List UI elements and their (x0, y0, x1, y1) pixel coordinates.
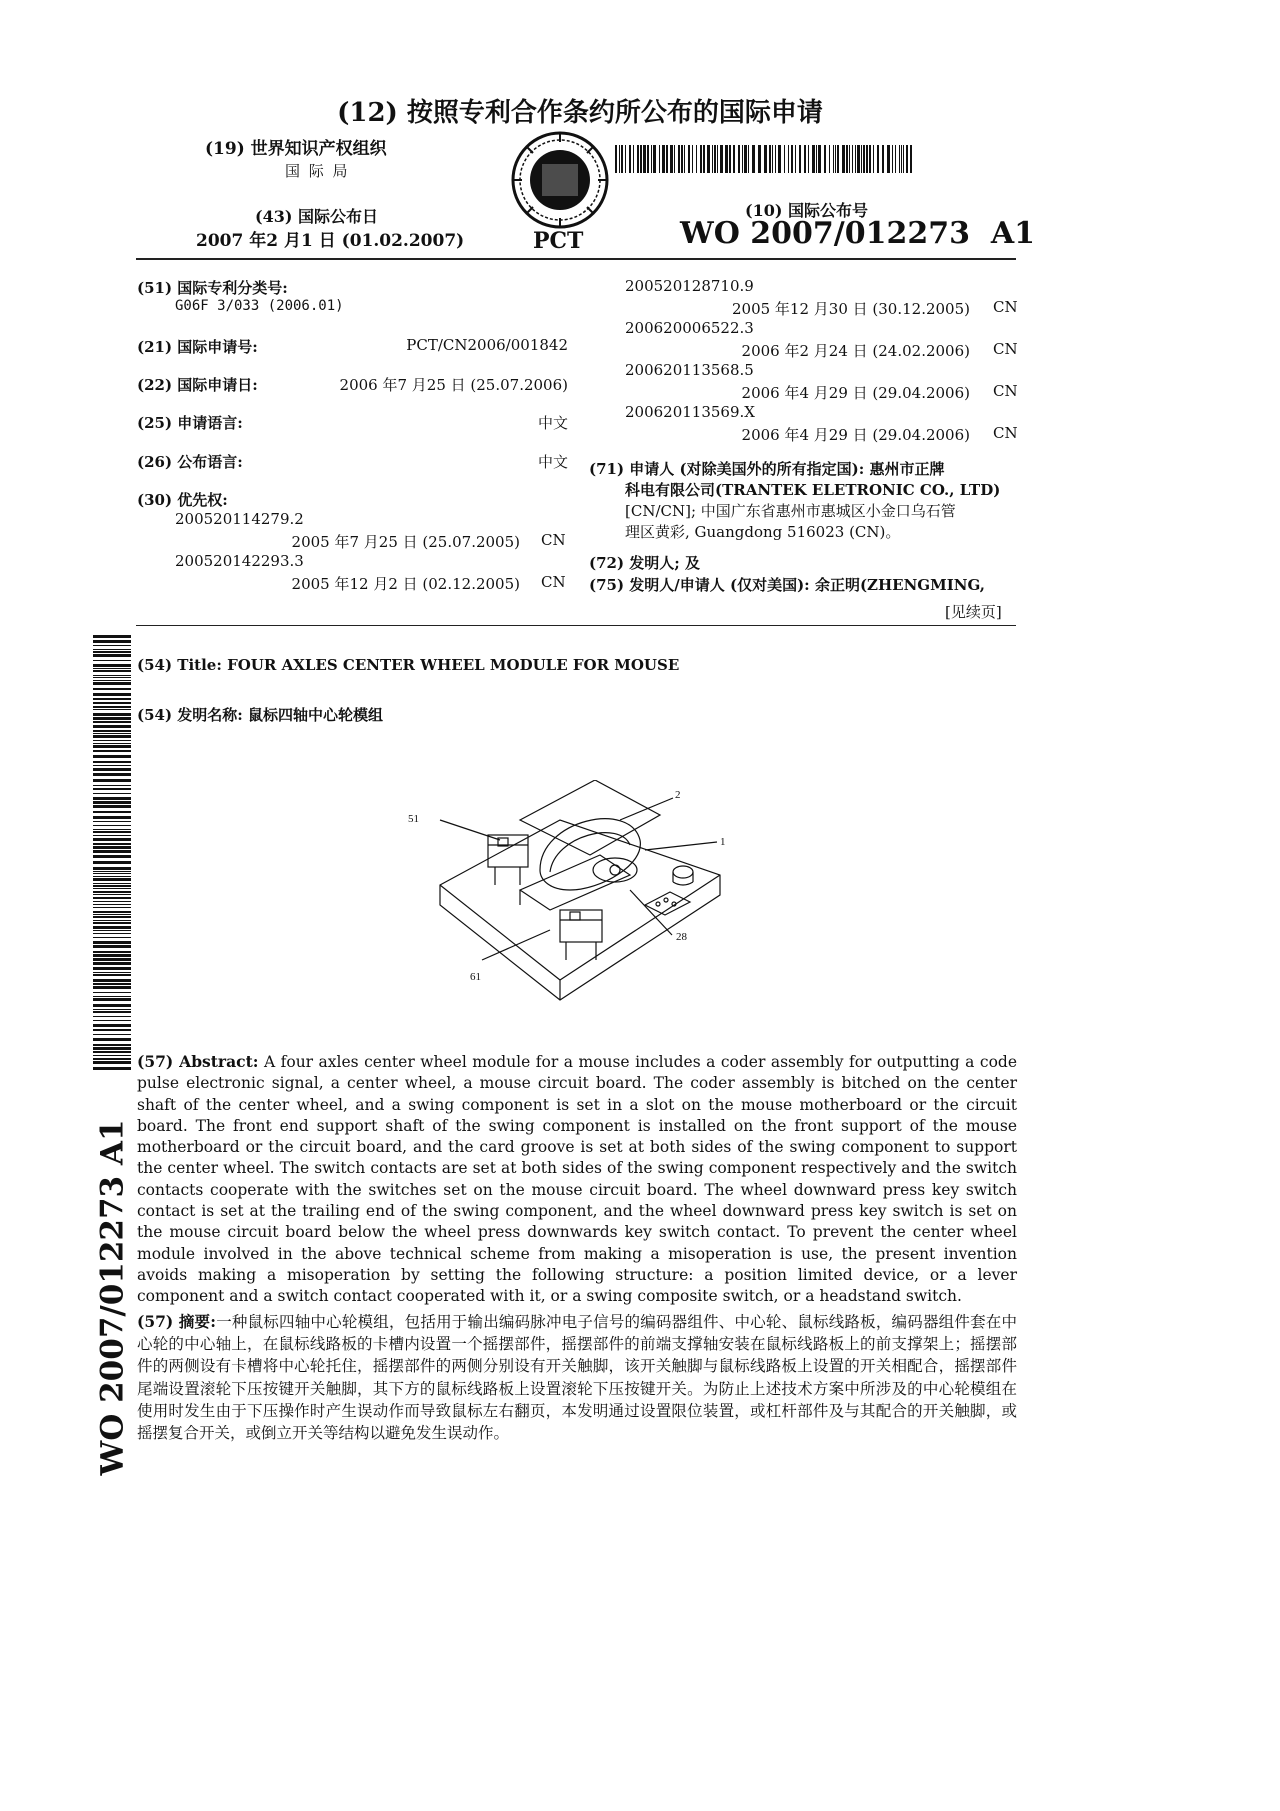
applicant-line: 理区黄彩, Guangdong 516023 (CN)。 (625, 523, 901, 541)
abstract-zh-label: (57) 摘要: (137, 1312, 216, 1331)
barcode-bar (764, 145, 767, 173)
barcode-bar (93, 755, 131, 758)
barcode-bar (93, 750, 131, 752)
applicant-line: 科电有限公司(TRANTEK ELETRONIC CO., LTD) (625, 481, 1001, 499)
barcode-bar (93, 843, 131, 845)
barcode-bar (729, 145, 731, 173)
barcode-bar (93, 1067, 131, 1070)
barcode-bar (93, 664, 131, 667)
barcode-bar (93, 730, 131, 732)
filing-lang-label: (25) 申请语言: (137, 414, 243, 432)
barcode-bar (93, 693, 131, 696)
barcode-bar (849, 145, 850, 173)
barcode-bar (906, 145, 908, 173)
barcode-bar (696, 145, 697, 173)
barcode-bar (824, 145, 826, 173)
barcode-bar (772, 145, 773, 173)
barcode-bar (869, 145, 871, 173)
barcode-bar (835, 145, 836, 173)
barcode-bar (93, 675, 131, 676)
pub-number: WO 2007/012273 A1 (680, 216, 1036, 251)
pub-number-label: (10) 国际公布号 (745, 201, 868, 220)
barcode-bar (899, 145, 900, 173)
barcode-bar (818, 145, 821, 173)
barcode-bar (93, 688, 131, 690)
barcode-bar (651, 145, 652, 173)
barcode-bar (640, 145, 642, 173)
barcode-bar (93, 1058, 131, 1060)
barcode-bar (857, 145, 860, 173)
barcode-bar (93, 871, 131, 872)
barcode-bar (93, 768, 131, 771)
barcode-bar (93, 779, 131, 782)
barcode-bar (725, 145, 728, 173)
barcode-bar (752, 145, 755, 173)
barcode-bar (901, 145, 902, 173)
barcode-bar (93, 702, 131, 704)
barcode-bar (93, 891, 131, 893)
barcode-bar (873, 145, 874, 173)
barcode-bar (837, 145, 839, 173)
barcode-bar (93, 1044, 131, 1046)
barcode-bar (666, 145, 668, 173)
barcode-bar (93, 911, 131, 913)
barcode-bar (93, 983, 131, 985)
priority-date: 2006 年2 月24 日 (24.02.2006) (741, 342, 970, 360)
barcode-bar (93, 945, 131, 948)
barcode-bar (93, 850, 131, 853)
barcode-bar (633, 145, 634, 173)
barcode-bar (866, 145, 868, 173)
abstract-en (137, 1051, 1017, 1308)
barcode-bar (93, 867, 131, 870)
barcode-bar (895, 145, 896, 173)
barcode-bar (93, 835, 131, 836)
filing-lang-value: 中文 (537, 414, 568, 432)
inventor-label: (72) 发明人; 及 (589, 554, 701, 572)
barcode-bar (681, 145, 683, 173)
barcode-bar (778, 145, 781, 173)
barcode-bar (93, 651, 131, 653)
barcode-bar (93, 979, 131, 982)
header-rule (136, 258, 1016, 260)
barcode-bar (93, 883, 131, 884)
barcode-bar (93, 885, 131, 887)
barcode-bar (93, 1004, 131, 1007)
barcode-bar (619, 145, 620, 173)
barcode-bar (93, 805, 131, 808)
barcode-bar (621, 145, 623, 173)
barcode-bar (93, 1020, 131, 1021)
priority-country: CN (541, 531, 566, 549)
barcode-bar (93, 1016, 131, 1017)
barcode-bar (93, 1029, 131, 1031)
barcode-bar (93, 986, 131, 989)
barcode-bar (93, 743, 131, 744)
barcode-bar (684, 145, 685, 173)
barcode-bar (93, 937, 131, 938)
barcode-bar (93, 682, 131, 685)
barcode-bar (93, 992, 131, 993)
barcode-bar (93, 904, 131, 905)
priority-date: 2005 年12 月2 日 (02.12.2005) (291, 575, 520, 593)
barcode-bar (93, 1024, 131, 1027)
barcode-bar (887, 145, 890, 173)
barcode-bar (93, 660, 131, 661)
figure-label: 51 (408, 813, 419, 825)
barcode-bar (93, 1034, 131, 1035)
inventor-applicant: (75) 发明人/申请人 (仅对美国): 余正明(ZHENGMING, (589, 576, 985, 594)
barcode-bar (93, 797, 131, 800)
priority-number: 200520128710.9 (625, 277, 754, 295)
barcode-bar (93, 825, 131, 826)
barcode-bar (93, 1011, 131, 1013)
title-en: (54) Title: FOUR AXLES CENTER WHEEL MODULE FOR MOUSE (137, 656, 680, 674)
pub-lang-label: (26) 公布语言: (137, 453, 243, 471)
barcode-bar (93, 907, 131, 908)
barcode-bar (93, 735, 131, 738)
continued-note: [见续页] (945, 603, 1002, 621)
barcode-bar (93, 888, 131, 889)
barcode-bar (93, 725, 131, 728)
barcode-bar (662, 145, 665, 173)
barcode-bar (877, 145, 879, 173)
barcode-bar (910, 145, 912, 173)
ipc-label: (51) 国际专利分类号: (137, 279, 288, 297)
priority-country: CN (993, 298, 1018, 316)
barcode-bar (93, 958, 131, 961)
barcode-bar (842, 145, 845, 173)
barcode-bar (93, 838, 131, 841)
barcode-bar (784, 145, 785, 173)
barcode-bar (93, 740, 131, 741)
barcode-bar (93, 816, 131, 819)
barcode-bar (733, 145, 735, 173)
barcode-bar (678, 145, 680, 173)
barcode-bar (93, 677, 131, 678)
app-no-value: PCT/CN2006/001842 (406, 336, 568, 354)
barcode-bar (93, 901, 131, 902)
barcode-bar (769, 145, 771, 173)
barcode-bar (707, 145, 710, 173)
barcode-bar (93, 773, 131, 776)
barcode-bar (643, 145, 646, 173)
barcode-bar (742, 145, 743, 173)
abstract-en-label: (57) Abstract: (137, 1052, 259, 1071)
organization-sub: 国 际 局 (285, 162, 350, 180)
figure-label: 2 (675, 789, 681, 801)
barcode-bar (93, 785, 131, 786)
barcode-bar (629, 145, 631, 173)
pct-label: PCT (533, 228, 584, 254)
barcode-bar (647, 145, 649, 173)
barcode-bar (861, 145, 862, 173)
barcode-bar (903, 145, 904, 173)
barcode-bar (659, 145, 660, 173)
barcode-bar (93, 922, 131, 924)
barcode-bar (799, 145, 801, 173)
barcode-bar (93, 1047, 131, 1050)
barcode-bar (804, 145, 806, 173)
barcode-bar (653, 145, 656, 173)
app-no-label: (21) 国际申请号: (137, 338, 258, 356)
priority-country: CN (993, 424, 1018, 442)
barcode-bar (93, 649, 131, 650)
barcode-bar (775, 145, 776, 173)
barcode-bar (748, 145, 749, 173)
wipo-seal (510, 130, 610, 230)
barcode-bar (93, 916, 131, 918)
barcode-bar (93, 876, 131, 877)
barcode-bar (703, 145, 705, 173)
barcode-bar (93, 635, 131, 638)
barcode-bar (882, 145, 884, 173)
priority-country: CN (993, 382, 1018, 400)
applicant-line: [CN/CN]; 中国广东省惠州市惠城区小金口乌石管 (625, 502, 956, 520)
barcode-bar (93, 926, 131, 929)
pub-date: 2007 年2 月1 日 (01.02.2007) (196, 231, 465, 251)
priority-label: (30) 优先权: (137, 491, 228, 509)
barcode-bar (738, 145, 740, 173)
priority-date: 2005 年7 月25 日 (25.07.2005) (291, 533, 520, 551)
priority-number: 200520142293.3 (175, 552, 304, 570)
barcode-bar (863, 145, 865, 173)
priority-date: 2006 年4 月29 日 (29.04.2006) (741, 426, 970, 444)
barcode-bar (93, 821, 131, 822)
barcode-bar (788, 145, 789, 173)
priority-country: CN (993, 340, 1018, 358)
barcode-bar (625, 145, 626, 173)
barcode-bar (700, 145, 702, 173)
barcode-bar (93, 668, 131, 669)
barcode-bar (892, 145, 893, 173)
barcode-bar (93, 998, 131, 1001)
barcode-bar (93, 914, 131, 915)
barcode-bar (93, 1061, 131, 1064)
patent-figure (400, 780, 780, 1010)
barcode-bar (93, 721, 131, 723)
barcode-bar (93, 709, 131, 710)
barcode-bar (93, 1009, 131, 1010)
barcode-bar (93, 698, 131, 700)
app-date-label: (22) 国际申请日: (137, 376, 258, 394)
barcode-bar (93, 972, 131, 973)
barcode-bar (833, 145, 834, 173)
organization-name: (19) 世界知识产权组织 (205, 139, 387, 159)
barcode-bar (615, 145, 617, 173)
barcode-bar (93, 706, 131, 708)
barcode-bar (758, 145, 761, 173)
priority-number: 200620113568.5 (625, 361, 754, 379)
barcode-bar (93, 680, 131, 681)
pub-date-label: (43) 国际公布日 (255, 207, 378, 226)
barcode-bar (93, 878, 131, 881)
barcode-bar (93, 962, 131, 965)
barcode-bar (93, 765, 131, 766)
priority-number: 200520114279.2 (175, 510, 304, 528)
barcode-bar (93, 894, 131, 895)
barcode-bar (93, 645, 131, 646)
priority-date: 2006 年4 月29 日 (29.04.2006) (741, 384, 970, 402)
app-date-value: 2006 年7 月25 日 (25.07.2006) (339, 376, 568, 394)
side-pub-number-text: WO 2007/012273 A1 (94, 1119, 131, 1476)
figure-label: 1 (720, 836, 726, 848)
barcode-bar (812, 145, 815, 173)
barcode-bar (720, 145, 723, 173)
barcode-bar (93, 801, 131, 804)
barcode-bar (846, 145, 848, 173)
barcode-bar (637, 145, 639, 173)
barcode-bar (93, 930, 131, 931)
barcode-bar (93, 713, 131, 716)
top-barcode (615, 145, 1015, 173)
barcode-bar (674, 145, 675, 173)
barcode-bar (670, 145, 673, 173)
barcode-bar (816, 145, 817, 173)
barcode-bar (93, 954, 131, 957)
priority-number: 200620006522.3 (625, 319, 754, 337)
document-title: (12) 按照专利合作条约所公布的国际申请 (337, 98, 823, 128)
barcode-bar (714, 145, 716, 173)
barcode-bar (93, 717, 131, 720)
section-rule (136, 625, 1016, 626)
barcode-bar (712, 145, 713, 173)
abstract-en-text: A four axles center wheel module for a mouse includes a coder assembly for outputting a code pulse electronic signal, a center wheel, a mouse circuit board. The coder assembly is bitched on the center shaft of the center wheel, and a swing component is set in a slot on the mouse motherboard or the circuit board. The front end support shaft of the swing component is installed on the front support of the mouse motherboard or the circuit board, and the card groove is set at both sides of the swing component to support the center wheel. The switch contacts are set at both sides of the swing component respectively and the switch contacts cooperate with the switches set on the mouse circuit board. The wheel downward press key switch contact is set at the trailing end of the swing component, and the wheel downward press key switch is set on the mouse circuit board below the wheel press downwards key switch contact. To prevent the center wheel module involved in the above technical scheme from making a misoperation is use, the present invention avoids making a misoperation by setting the following structure: a position limited device, or a lever component and a switch contact cooperated with it, or a swing composite switch, or a headstand switch. (137, 1053, 1017, 1306)
barcode-bar (93, 1038, 131, 1041)
barcode-bar (93, 831, 131, 833)
barcode-bar (93, 941, 131, 944)
barcode-bar (808, 145, 809, 173)
barcode-bar (93, 793, 131, 794)
barcode-bar (855, 145, 856, 173)
barcode-bar (717, 145, 718, 173)
barcode-bar (93, 733, 131, 734)
barcode-bar (791, 145, 793, 173)
barcode-bar (93, 855, 131, 858)
figure-label: 61 (470, 971, 481, 983)
side-pub-number (92, 1119, 132, 1476)
barcode-bar (93, 846, 131, 849)
barcode-bar (93, 654, 131, 657)
barcode-bar (852, 145, 853, 173)
barcode-bar (93, 861, 131, 864)
pub-lang-value: 中文 (537, 453, 568, 471)
abstract-zh (137, 1311, 1017, 1444)
barcode-bar (93, 1051, 131, 1053)
barcode-bar (93, 974, 131, 976)
barcode-bar (692, 145, 693, 173)
barcode-bar (93, 933, 131, 934)
barcode-bar (93, 788, 131, 790)
barcode-bar (93, 951, 131, 953)
barcode-bar (93, 640, 131, 643)
barcode-bar (93, 670, 131, 672)
barcode-bar (93, 873, 131, 874)
barcode-bar (93, 920, 131, 921)
title-zh: (54) 发明名称: 鼠标四轴中心轮模组 (137, 706, 384, 724)
priority-country: CN (541, 573, 566, 591)
figure-label: 28 (676, 931, 687, 943)
barcode-bar (93, 897, 131, 899)
barcode-bar (93, 967, 131, 970)
ipc-value: G06F 3/033 (2006.01) (175, 298, 344, 314)
barcode-bar (829, 145, 830, 173)
barcode-bar (688, 145, 690, 173)
barcode-bar (93, 761, 131, 763)
barcode-bar (795, 145, 796, 173)
barcode-bar (93, 811, 131, 813)
side-barcode (93, 635, 131, 1155)
applicant-line: (71) 申请人 (对除美国外的所有指定国): 惠州市正牌 (589, 460, 945, 478)
priority-number: 200620113569.X (625, 403, 755, 421)
barcode-bar (93, 996, 131, 997)
barcode-bar (93, 829, 131, 830)
priority-date: 2005 年12 月30 日 (30.12.2005) (731, 300, 970, 318)
barcode-bar (744, 145, 747, 173)
abstract-zh-text: 一种鼠标四轴中心轮模组，包括用于输出编码脉冲电子信号的编码器组件、中心轮、鼠标线路板，编码器组件套在中心轮的中心轴上，在鼠标线路板的卡槽内设置一个摇摆部件，摇摆部件的前端支撑轴安装在鼠标线路板上的前支撑架上；摇摆部件的两侧设有卡槽将中心轮托住，摇摆部件的两侧分别设有开关触脚，该开关触脚与鼠标线路板上设置的开关相配合，摇摆部件尾端设置滚轮下压按键开关触脚，其下方的鼠标线路板上设置滚轮下压按键开关。为防止上述技术方案中所涉及的中心轮模组在使用时发生由于下压操作时产生误动作而导致鼠标左右翻页，本发明通过设置限位装置，或杠杆部件及与其配合的开关触脚，或摇摆复合开关，或倒立开关等结构以避免发生误动作。 (137, 1313, 1017, 1443)
barcode-bar (93, 1055, 131, 1056)
barcode-bar (93, 745, 131, 748)
